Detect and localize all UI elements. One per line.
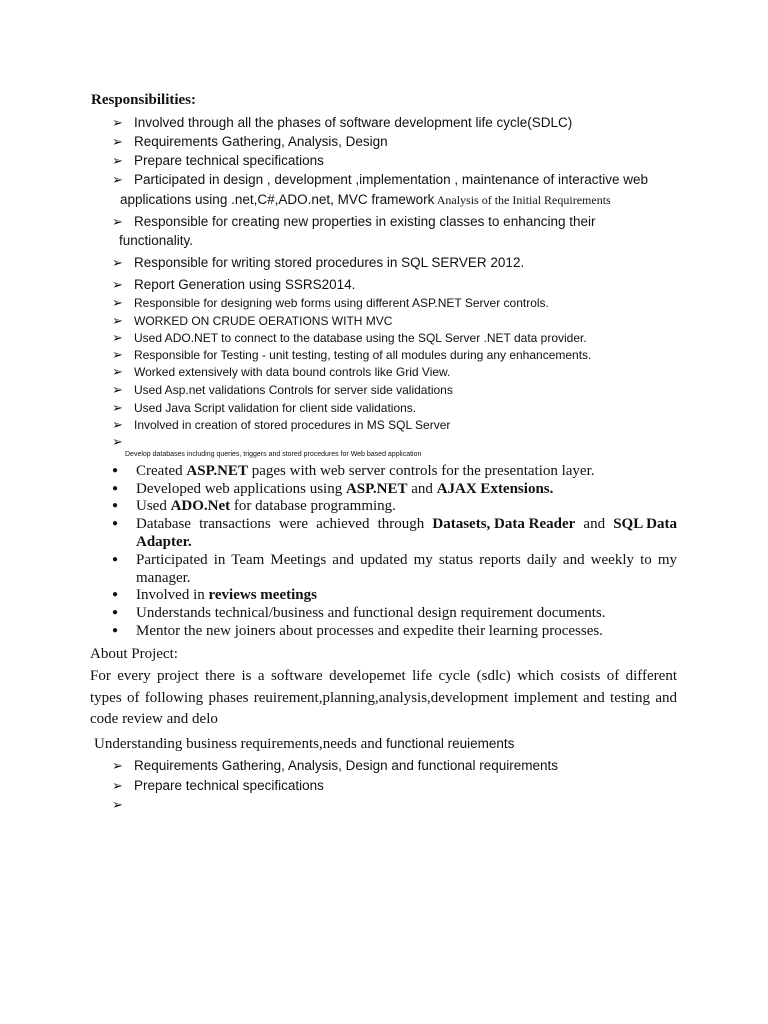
list-item: ● Mentor the new joiners about processes and expedite their learning processes. — [112, 623, 603, 639]
tiny-note: Develop databases including queries, triggers and stored procedures for Web based application — [125, 451, 422, 458]
arrow-bullet-icon: ➢ — [112, 153, 123, 168]
list-item: ➢ Responsible for Testing - unit testing, testing of all modules during any enhancements. — [112, 347, 592, 362]
list-item — [112, 552, 136, 569]
dot-bullet-icon: ● — [112, 607, 119, 618]
arrow-bullet-icon: ➢ — [112, 778, 123, 793]
list-item — [112, 516, 136, 533]
arrow-bullet-icon: ➢ — [112, 382, 123, 397]
list-item: ➢ Responsible for creating new properties in existing classes to enhancing their — [112, 214, 596, 229]
arrow-bullet-icon: ➢ — [112, 330, 123, 345]
list-item: ➢ Requirements Gathering, Analysis, Design — [112, 134, 388, 149]
arrow-bullet-icon: ➢ — [112, 364, 123, 379]
list-item-continuation: Adapter. — [136, 534, 192, 550]
list-item: ➢ Prepare technical specifications — [112, 153, 324, 168]
list-item: ● Understands technical/business and functional design requirement documents. — [112, 605, 606, 621]
list-item: ➢ Involved in creation of stored procedures in MS SQL Server — [112, 417, 451, 432]
list-item: ➢ WORKED ON CRUDE OERATIONS WITH MVC — [112, 313, 393, 328]
arrow-bullet-icon: ➢ — [112, 400, 123, 415]
dot-bullet-icon: ● — [112, 500, 119, 511]
list-item-continuation: functionality. — [119, 233, 194, 248]
dot-bullet-icon: ● — [112, 518, 119, 529]
arrow-bullet-icon: ➢ — [112, 255, 123, 270]
about-paragraph-line: For every project there is a software developemet life cycle (sdlc) which cosists of different — [90, 668, 677, 684]
arrow-bullet-icon: ➢ — [112, 214, 123, 229]
understanding-line: Understanding business requirements,needs and functional reuiements — [94, 736, 515, 752]
list-item-continuation: manager. — [136, 570, 191, 586]
list-item — [112, 434, 134, 450]
about-project-label: About Project: — [90, 646, 178, 662]
dot-bullet-icon: ● — [112, 465, 119, 476]
list-item: ● Created ASP.NET pages with web server controls for the presentation layer. — [112, 463, 595, 479]
responsibilities-heading: Responsibilities: — [91, 92, 197, 108]
arrow-bullet-icon: ➢ — [112, 417, 123, 432]
dot-bullet-icon: ● — [112, 554, 119, 565]
list-item: ➢ Participated in design , development ,implementation , maintenance of interactive web — [112, 172, 649, 187]
arrow-bullet-icon: ➢ — [112, 797, 123, 812]
about-paragraph-line: code review and delo — [90, 711, 218, 727]
list-item-continuation: applications using .net,C#,ADO.net, MVC framework Analysis of the Initial Requirements — [120, 192, 611, 207]
list-item: ➢ Requirements Gathering, Analysis, Design and functional requirements — [112, 758, 558, 773]
dot-bullet-icon: ● — [112, 589, 119, 600]
arrow-bullet-icon: ➢ — [112, 434, 123, 449]
about-paragraph-line: types of following phases reuirement,planning,analysis,development implement and testing and — [90, 690, 677, 706]
list-item-text: Database transactions were achieved through Datasets, Data Reader and SQL Data — [136, 516, 677, 532]
arrow-bullet-icon: ➢ — [112, 758, 123, 773]
list-item: ➢ Used Asp.net validations Controls for server side validations — [112, 382, 453, 397]
dot-bullet-icon: ● — [112, 483, 119, 494]
list-item: ➢ Responsible for writing stored procedures in SQL SERVER 2012. — [112, 255, 525, 270]
list-item: ➢ Used Java Script validation for client side validations. — [112, 400, 417, 415]
list-item: ➢ Used ADO.NET to connect to the database using the SQL Server .NET data provider. — [112, 330, 587, 345]
list-item: ● Involved in reviews meetings — [112, 587, 317, 603]
arrow-bullet-icon: ➢ — [112, 172, 123, 187]
arrow-bullet-icon: ➢ — [112, 115, 123, 130]
arrow-bullet-icon: ➢ — [112, 295, 123, 310]
arrow-bullet-icon: ➢ — [112, 313, 123, 328]
arrow-bullet-icon: ➢ — [112, 277, 123, 292]
list-item: ➢ Prepare technical specifications — [112, 778, 324, 793]
list-item: ● Used ADO.Net for database programming. — [112, 498, 396, 514]
dot-bullet-icon: ● — [112, 625, 119, 636]
list-item: ➢ Responsible for designing web forms using different ASP.NET Server controls. — [112, 295, 549, 310]
arrow-bullet-icon: ➢ — [112, 347, 123, 362]
list-item: ➢ Worked extensively with data bound controls like Grid View. — [112, 364, 451, 379]
arrow-bullet-icon: ➢ — [112, 134, 123, 149]
list-item — [112, 797, 134, 813]
list-item-text: Participated in Team Meetings and updated my status reports daily and weekly to my — [136, 552, 677, 568]
list-item: ● Developed web applications using ASP.NET and AJAX Extensions. — [112, 481, 554, 497]
list-item: ➢ Report Generation using SSRS2014. — [112, 277, 356, 292]
list-item: ➢ Involved through all the phases of software development life cycle(SDLC) — [112, 115, 573, 130]
